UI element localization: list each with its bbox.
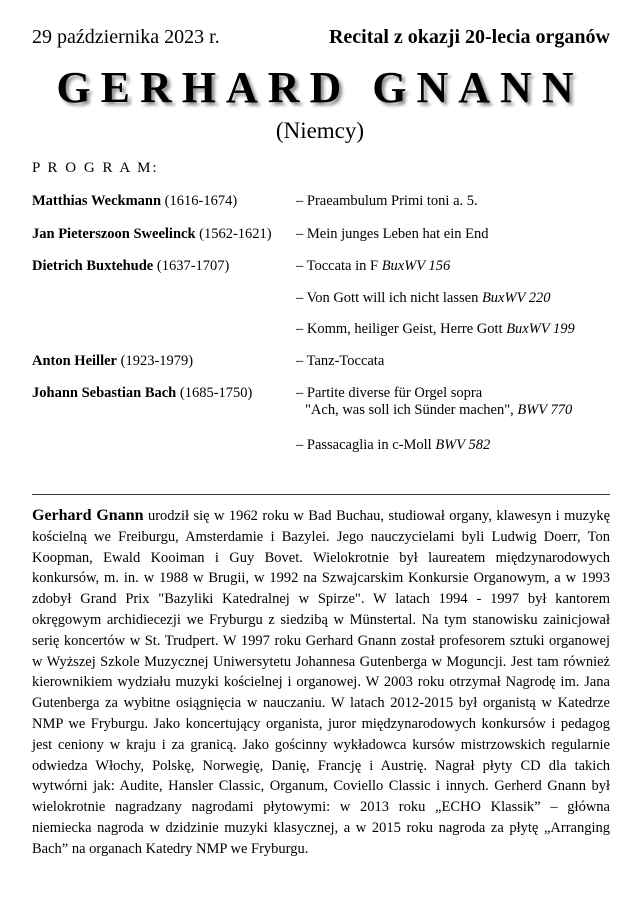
- catalog-number: BuxWV 220: [481, 290, 551, 306]
- work: [296, 226, 488, 243]
- work: [296, 193, 478, 210]
- work: [296, 353, 384, 370]
- work-title: – Komm, heiliger Geist, Herre Gott: [296, 321, 507, 337]
- catalog-number: BWV 582: [435, 437, 491, 453]
- work-title: – Tanz-Toccata: [296, 353, 385, 369]
- composer-dates: (1616-1674): [161, 193, 238, 209]
- work-title: – Mein junges Leben hat ein End: [296, 226, 489, 242]
- work-title: – Toccata in F: [296, 258, 382, 274]
- work-title-continuation: [296, 402, 572, 419]
- work: [296, 258, 450, 275]
- work: [296, 321, 575, 338]
- performer-country: (Niemcy): [275, 118, 365, 143]
- performer-name: GERHARD GNANN: [56, 63, 584, 112]
- composer-dates: (1637-1707): [153, 258, 230, 274]
- concert-date: 29 października 2023 r.: [32, 26, 220, 48]
- bio-name: Gerhard Gnann: [32, 507, 144, 524]
- work-subtitle: "Ach, was soll ich Sünder machen",: [305, 402, 518, 418]
- composer: [32, 353, 193, 370]
- work-title: – Praeambulum Primi toni a. 5.: [296, 193, 478, 209]
- biography: [32, 506, 610, 860]
- catalog-number: BuxWV 199: [506, 321, 575, 337]
- composer: [32, 193, 237, 210]
- work-title: – Passacaglia in c-Moll: [296, 437, 436, 453]
- composer: [32, 226, 272, 243]
- work: [296, 290, 551, 307]
- composer-name: Matthias Weckmann: [32, 193, 162, 209]
- work-title: – Partite diverse für Orgel sopra: [296, 385, 483, 401]
- catalog-number: BuxWV 156: [381, 258, 451, 274]
- bio-text: urodził się w 1962 roku w Bad Buchau, studiował organy, klawesyn i muzykę kościelną we Freiburgu, Amsterdamie i Bazylei. Jego nauczycielami byli Ludwig Doerr, Ton Koopman, Ewald Kooiman i Guy Bovet. Wielokrotnie był laureatem międzynarodowych konkursów, m. in. w 1988 w Brugii, w 1992 na Szwajcarskim Konkursie Organowym, a w 1993 zdobył Grand Prix "Bazyliki Katedralnej w Spirze". W latach 1994 - 1997 był kantorem okręgowym archidiecezji we Fryburgu z siedzibą w Münstertal. Na tym stanowisku zainicjował serię koncertów w St. Trudpert. W 1997 roku Gerhard Gnann został profesorem sztuki organowej w Wyższej Szkole Muzycznej Uniwersytetu Johannesa Gutenberga w Moguncji. Jest tam również kierownikiem wydziału muzyki kościelnej i organowej. W 2003 roku otrzymał Nagrodę im. Jana Gutenberga za wybitne osiągnięcia w nauczaniu. W latach 2012-2015 był organistą w Katedrze NMP we Fryburgu. Jako koncertujący organista, juror międzynarodowych konkursów i pedagog jest ceniony w kraju i za granicą. Jako gościnny wykładowca kursów mistrzowskich regularnie odwiedza Włochy, Polskę, Norwegię, Danię, Francję i Austrię. Nagrał płyty CD dla takich wytwórni jak: Audite, Hansler Classic, Organum, Coviello Classic i innych. Gerherd Gnann był wielokrotnie nagradzany nagrodami płytowymi: w 2013 roku „ECHO Klassik” – główna niemiecka nagroda w dzidzinie muzyki klasycznej, a w 2015 roku nagroda za płytę „Arranging Bach” na organach Katedry NMP we Fryburgu.: [32, 508, 611, 857]
- composer: [32, 258, 229, 275]
- composer-dates: (1685-1750): [176, 385, 253, 401]
- composer: [32, 385, 252, 402]
- composer-name: Dietrich Buxtehude: [32, 258, 154, 274]
- composer-dates: (1923-1979): [116, 353, 194, 369]
- composer-name: Anton Heiller: [32, 353, 117, 369]
- work: [296, 437, 490, 454]
- work: [296, 385, 572, 419]
- composer-name: Jan Pieterszoon Sweelinck: [32, 226, 196, 242]
- work-title: – Von Gott will ich nicht lassen: [296, 290, 482, 306]
- composer-dates: (1562-1621): [195, 226, 272, 242]
- event-title: Recital z okazji 20-lecia organów: [328, 26, 610, 48]
- section-divider: [32, 494, 610, 495]
- catalog-number: BWV 770: [517, 402, 573, 418]
- header: [32, 26, 610, 49]
- composer-name: Johann Sebastian Bach: [32, 385, 177, 401]
- program-heading: P R O G R A M:: [32, 160, 159, 176]
